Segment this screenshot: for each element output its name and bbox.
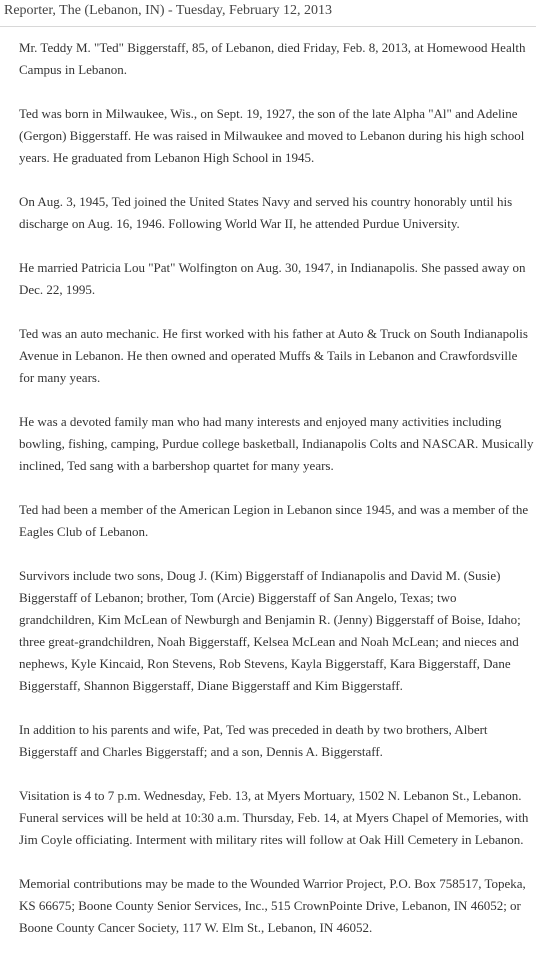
paragraph-marriage: He married Patricia Lou "Pat" Wolfington on Aug. 30, 1947, in Indianapolis. She passed away on Dec. 22, 1995. bbox=[19, 260, 526, 297]
paragraph-memberships: Ted had been a member of the American Legion in Lebanon since 1945, and was a member of the Eagles Club of Lebanon. bbox=[19, 502, 529, 539]
paragraph-birth: Ted was born in Milwaukee, Wis., on Sept. 19, 1927, the son of the late Alpha "Al" and Adeline (Gergon) Biggerstaff. He was raised in Milwaukee and moved to Lebanon during his high school years. He graduated from Lebanon High School in 1945. bbox=[19, 106, 525, 165]
paragraph-death-notice: Mr. Teddy M. "Ted" Biggerstaff, 85, of Lebanon, died Friday, Feb. 8, 2013, at Homewood Health Campus in Lebanon. bbox=[19, 40, 526, 77]
paragraph-military: On Aug. 3, 1945, Ted joined the United States Navy and served his country honorably until his discharge on Aug. 16, 1946. Following World War II, he attended Purdue University. bbox=[19, 194, 513, 231]
obituary-body bbox=[19, 37, 534, 961]
publication-header: Reporter, The (Lebanon, IN) - Tuesday, February 12, 2013 bbox=[4, 3, 332, 18]
paragraph-memorials: Memorial contributions may be made to the Wounded Warrior Project, P.O. Box 758517, Topeka, KS 66675; Boone County Senior Services, Inc., 515 CrownPointe Drive, Lebanon, IN 46052; or Boone County Cancer Society, 117 W. Elm St., Lebanon, IN 46052. bbox=[19, 876, 526, 935]
paragraph-preceded: In addition to his parents and wife, Pat, Ted was preceded in death by two brothers, Albert Biggerstaff and Charles Biggerstaff; and a son, Dennis A. Biggerstaff. bbox=[19, 722, 488, 759]
paragraph-services: Visitation is 4 to 7 p.m. Wednesday, Feb. 13, at Myers Mortuary, 1502 N. Lebanon St., Lebanon. Funeral services will be held at 10:30 a.m. Thursday, Feb. 14, at Myers Chapel of Memories, with Jim Coyle officiating. Interment with military rites will follow at Oak Hill Cemetery in Lebanon. bbox=[19, 788, 529, 847]
paragraph-career: Ted was an auto mechanic. He first worked with his father at Auto & Truck on South Indianapolis Avenue in Lebanon. He then owned and operated Muffs & Tails in Lebanon and Crawfordsville for many years. bbox=[19, 326, 528, 385]
paragraph-survivors: Survivors include two sons, Doug J. (Kim) Biggerstaff of Indianapolis and David M. (Susie) Biggerstaff of Lebanon; brother, Tom (Arcie) Biggerstaff of San Angelo, Texas; two grandchildren, Kim McLean of Newburgh and Benjamin R. (Jenny) Biggerstaff of Boise, Idaho; three great-grandchildren, Noah Biggerstaff, Kelsea McLean and Noah McLean; and nieces and nephews, Kyle Kincaid, Ron Stevens, Rob Stevens, Kayla Biggerstaff, Kara Biggerstaff, Dane Biggerstaff, Shannon Biggerstaff, Diane Biggerstaff and Kim Biggerstaff. bbox=[19, 568, 521, 693]
paragraph-interests: He was a devoted family man who had many interests and enjoyed many activities including bowling, fishing, camping, Purdue college basketball, Indianapolis Colts and NASCAR. Musically inclined, Ted sang with a barbershop quartet for many years. bbox=[19, 414, 534, 473]
header-divider bbox=[0, 26, 536, 27]
